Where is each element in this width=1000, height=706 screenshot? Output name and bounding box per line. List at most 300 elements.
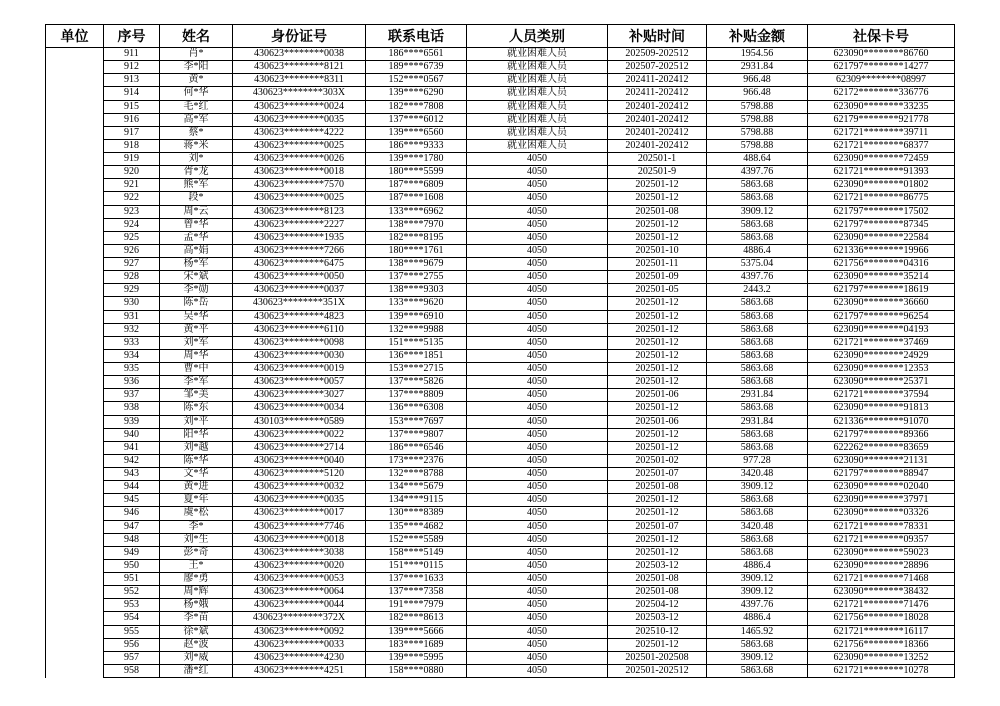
table-row: [104, 166, 955, 179]
name-cell: 周*华: [160, 350, 233, 363]
id-number-cell: 430623********4230: [233, 652, 366, 665]
card-number-cell: 623090********22584: [808, 232, 955, 245]
phone-cell: 137****9807: [366, 429, 467, 442]
period-cell: 202501-12: [608, 534, 707, 547]
period-cell: 202501-08: [608, 206, 707, 219]
name-cell: 陈*岳: [160, 297, 233, 310]
category-cell: 4050: [467, 376, 608, 389]
card-number-cell: 623090********33235: [808, 101, 955, 114]
period-cell: 202501-10: [608, 245, 707, 258]
card-number-cell: 621721********71476: [808, 599, 955, 612]
card-number-cell: 621721********37469: [808, 337, 955, 350]
phone-cell: 139****5995: [366, 652, 467, 665]
phone-cell: 139****6560: [366, 127, 467, 140]
id-number-cell: 430623********0033: [233, 639, 366, 652]
phone-cell: 186****6546: [366, 442, 467, 455]
name-cell: 杨*娥: [160, 599, 233, 612]
period-cell: 202401-202412: [608, 140, 707, 153]
amount-cell: 3420.48: [707, 468, 808, 481]
name-cell: 刘*威: [160, 652, 233, 665]
period-cell: 202501-12: [608, 639, 707, 652]
table-row: [104, 101, 955, 114]
id-number-cell: 430623********351X: [233, 297, 366, 310]
table-row: [104, 74, 955, 87]
id-number-cell: 430623********5120: [233, 468, 366, 481]
name-cell: 廖*勇: [160, 573, 233, 586]
phone-cell: 153****7697: [366, 416, 467, 429]
category-cell: 4050: [467, 337, 608, 350]
subsidy-table: [45, 24, 955, 678]
header-unit: 单位: [46, 25, 104, 48]
phone-cell: 173****2376: [366, 455, 467, 468]
name-cell: 邹*美: [160, 389, 233, 402]
amount-cell: 2443.2: [707, 284, 808, 297]
name-cell: 曾*华: [160, 219, 233, 232]
category-cell: 4050: [467, 547, 608, 560]
name-cell: 刘*生: [160, 534, 233, 547]
seq-cell: 914: [104, 87, 160, 100]
phone-cell: 137****7358: [366, 586, 467, 599]
amount-cell: 3909.12: [707, 481, 808, 494]
card-number-cell: 621336********91070: [808, 416, 955, 429]
period-cell: 202501-12: [608, 442, 707, 455]
name-cell: 杨*军: [160, 258, 233, 271]
id-number-cell: 430623********0022: [233, 429, 366, 442]
seq-cell: 949: [104, 547, 160, 560]
category-cell: 4050: [467, 639, 608, 652]
card-number-cell: 621797********14277: [808, 61, 955, 74]
category-cell: 4050: [467, 429, 608, 442]
seq-cell: 957: [104, 652, 160, 665]
name-cell: 孟*华: [160, 232, 233, 245]
period-cell: 202501-12: [608, 402, 707, 415]
phone-cell: 135****4682: [366, 521, 467, 534]
name-cell: 刘*越: [160, 442, 233, 455]
name-cell: 刘*: [160, 153, 233, 166]
phone-cell: 132****9988: [366, 324, 467, 337]
table-row: [104, 429, 955, 442]
card-number-cell: 623090********28896: [808, 560, 955, 573]
id-number-cell: 430623********0057: [233, 376, 366, 389]
header-phone: 联系电话: [366, 25, 467, 48]
phone-cell: 139****5666: [366, 626, 467, 639]
id-number-cell: 430623********0018: [233, 166, 366, 179]
id-number-cell: 430623********4251: [233, 665, 366, 678]
header-seq: 序号: [104, 25, 160, 48]
header-period: 补贴时间: [608, 25, 707, 48]
name-cell: 熊*军: [160, 179, 233, 192]
phone-cell: 139****6910: [366, 311, 467, 324]
seq-cell: 945: [104, 494, 160, 507]
amount-cell: 3909.12: [707, 586, 808, 599]
id-number-cell: 430623********0030: [233, 350, 366, 363]
amount-cell: 2931.84: [707, 61, 808, 74]
seq-cell: 956: [104, 639, 160, 652]
seq-cell: 918: [104, 140, 160, 153]
period-cell: 202503-12: [608, 560, 707, 573]
card-number-cell: 623090********25371: [808, 376, 955, 389]
id-number-cell: 430623********0037: [233, 284, 366, 297]
seq-cell: 934: [104, 350, 160, 363]
id-number-cell: 430623********0034: [233, 402, 366, 415]
amount-cell: 5863.68: [707, 179, 808, 192]
table-row: [104, 232, 955, 245]
period-cell: 202503-12: [608, 612, 707, 625]
id-number-cell: 430623********7746: [233, 521, 366, 534]
card-number-cell: 621797********87345: [808, 219, 955, 232]
category-cell: 就业困难人员: [467, 114, 608, 127]
category-cell: 4050: [467, 416, 608, 429]
id-number-cell: 430623********0025: [233, 140, 366, 153]
table-row: [104, 547, 955, 560]
id-number-cell: 430623********8121: [233, 61, 366, 74]
table-row: [104, 402, 955, 415]
card-number-cell: 623090********03326: [808, 507, 955, 520]
phone-cell: 182****8195: [366, 232, 467, 245]
name-cell: 周*辉: [160, 586, 233, 599]
header-amount: 补贴金额: [707, 25, 808, 48]
table-row: [104, 140, 955, 153]
name-cell: 肖*: [160, 48, 233, 61]
phone-cell: 152****5589: [366, 534, 467, 547]
name-cell: 蒋*米: [160, 140, 233, 153]
amount-cell: 5863.68: [707, 534, 808, 547]
amount-cell: 5863.68: [707, 376, 808, 389]
phone-cell: 137****1633: [366, 573, 467, 586]
table-row: [104, 48, 955, 61]
amount-cell: 977.28: [707, 455, 808, 468]
seq-cell: 922: [104, 192, 160, 205]
category-cell: 4050: [467, 560, 608, 573]
period-cell: 202504-12: [608, 599, 707, 612]
seq-cell: 927: [104, 258, 160, 271]
period-cell: 202501-12: [608, 324, 707, 337]
amount-cell: 4397.76: [707, 599, 808, 612]
amount-cell: 5863.68: [707, 297, 808, 310]
amount-cell: 2931.84: [707, 416, 808, 429]
category-cell: 4050: [467, 507, 608, 520]
table-row: [104, 586, 955, 599]
card-number-cell: 623090********21131: [808, 455, 955, 468]
amount-cell: 5863.68: [707, 324, 808, 337]
table-row: [104, 350, 955, 363]
card-number-cell: 621721********09357: [808, 534, 955, 547]
id-number-cell: 430623********7570: [233, 179, 366, 192]
name-cell: 胥*龙: [160, 166, 233, 179]
table-row: [104, 639, 955, 652]
seq-cell: 941: [104, 442, 160, 455]
table-row: [104, 573, 955, 586]
seq-cell: 932: [104, 324, 160, 337]
id-number-cell: 430623********0040: [233, 455, 366, 468]
table-row: [104, 455, 955, 468]
amount-cell: 4397.76: [707, 271, 808, 284]
amount-cell: 3909.12: [707, 573, 808, 586]
period-cell: 202501-12: [608, 219, 707, 232]
id-number-cell: 430623********4222: [233, 127, 366, 140]
period-cell: 202501-202508: [608, 652, 707, 665]
id-number-cell: 430623********303X: [233, 87, 366, 100]
card-number-cell: 623090********37971: [808, 494, 955, 507]
amount-cell: 5863.68: [707, 639, 808, 652]
seq-cell: 951: [104, 573, 160, 586]
category-cell: 4050: [467, 192, 608, 205]
card-number-cell: 621797********96254: [808, 311, 955, 324]
seq-cell: 937: [104, 389, 160, 402]
name-cell: 李*苗: [160, 612, 233, 625]
category-cell: 4050: [467, 166, 608, 179]
phone-cell: 134****9115: [366, 494, 467, 507]
category-cell: 4050: [467, 389, 608, 402]
phone-cell: 158****0880: [366, 665, 467, 678]
seq-cell: 943: [104, 468, 160, 481]
amount-cell: 5863.68: [707, 442, 808, 455]
amount-cell: 4886.4: [707, 612, 808, 625]
period-cell: 202501-12: [608, 179, 707, 192]
seq-cell: 942: [104, 455, 160, 468]
category-cell: 4050: [467, 455, 608, 468]
phone-cell: 138****9679: [366, 258, 467, 271]
id-number-cell: 430623********0025: [233, 192, 366, 205]
header-name: 姓名: [160, 25, 233, 48]
table-rows: [104, 48, 955, 678]
amount-cell: 1954.56: [707, 48, 808, 61]
id-number-cell: 430623********0035: [233, 114, 366, 127]
card-number-cell: 621797********89366: [808, 429, 955, 442]
id-number-cell: 430623********0064: [233, 586, 366, 599]
card-number-cell: 621756********18366: [808, 639, 955, 652]
period-cell: 202411-202412: [608, 87, 707, 100]
category-cell: 4050: [467, 350, 608, 363]
table-row: [104, 389, 955, 402]
seq-cell: 924: [104, 219, 160, 232]
card-number-cell: 621797********17502: [808, 206, 955, 219]
table-body: [46, 48, 955, 678]
amount-cell: 5863.68: [707, 547, 808, 560]
header-id-number: 身份证号: [233, 25, 366, 48]
name-cell: 李*阳: [160, 61, 233, 74]
header-category: 人员类别: [467, 25, 608, 48]
seq-cell: 940: [104, 429, 160, 442]
seq-cell: 944: [104, 481, 160, 494]
name-cell: 高*娟: [160, 245, 233, 258]
card-number-cell: 623090********04193: [808, 324, 955, 337]
header-card-number: 社保卡号: [808, 25, 955, 48]
table-row: [104, 481, 955, 494]
id-number-cell: 430623********6110: [233, 324, 366, 337]
name-cell: 陈*东: [160, 402, 233, 415]
table-row: [104, 507, 955, 520]
seq-cell: 938: [104, 402, 160, 415]
id-number-cell: 430623********8123: [233, 206, 366, 219]
category-cell: 4050: [467, 586, 608, 599]
phone-cell: 180****5599: [366, 166, 467, 179]
phone-cell: 151****0115: [366, 560, 467, 573]
name-cell: 刘*平: [160, 416, 233, 429]
id-number-cell: 430623********8311: [233, 74, 366, 87]
phone-cell: 153****2715: [366, 363, 467, 376]
category-cell: 就业困难人员: [467, 87, 608, 100]
id-number-cell: 430623********0038: [233, 48, 366, 61]
phone-cell: 134****5679: [366, 481, 467, 494]
period-cell: 202401-202412: [608, 101, 707, 114]
amount-cell: 5863.68: [707, 665, 808, 678]
name-cell: 何*华: [160, 87, 233, 100]
amount-cell: 5798.88: [707, 127, 808, 140]
phone-cell: 136****1851: [366, 350, 467, 363]
period-cell: 202501-11: [608, 258, 707, 271]
id-number-cell: 430623********372X: [233, 612, 366, 625]
category-cell: 4050: [467, 442, 608, 455]
period-cell: 202501-12: [608, 311, 707, 324]
amount-cell: 4886.4: [707, 560, 808, 573]
amount-cell: 2931.84: [707, 389, 808, 402]
card-number-cell: 621721********37594: [808, 389, 955, 402]
table-row: [104, 376, 955, 389]
period-cell: 202501-02: [608, 455, 707, 468]
phone-cell: 191****7979: [366, 599, 467, 612]
period-cell: 202501-06: [608, 416, 707, 429]
amount-cell: 5863.68: [707, 402, 808, 415]
table-row: [104, 626, 955, 639]
table-row: [104, 61, 955, 74]
name-cell: 阳*华: [160, 429, 233, 442]
category-cell: 4050: [467, 481, 608, 494]
table-row: [104, 612, 955, 625]
period-cell: 202501-12: [608, 429, 707, 442]
table-header-row: [46, 25, 955, 48]
name-cell: 周*云: [160, 206, 233, 219]
category-cell: 4050: [467, 534, 608, 547]
period-cell: 202509-202512: [608, 48, 707, 61]
period-cell: 202501-08: [608, 481, 707, 494]
seq-cell: 916: [104, 114, 160, 127]
amount-cell: 5863.68: [707, 429, 808, 442]
table-row: [104, 652, 955, 665]
period-cell: 202501-07: [608, 521, 707, 534]
seq-cell: 955: [104, 626, 160, 639]
seq-cell: 958: [104, 665, 160, 678]
card-number-cell: 623090********86760: [808, 48, 955, 61]
name-cell: 虞*松: [160, 507, 233, 520]
table-row: [104, 665, 955, 678]
amount-cell: 3420.48: [707, 521, 808, 534]
phone-cell: 133****6962: [366, 206, 467, 219]
card-number-cell: 623090********02040: [808, 481, 955, 494]
table-row: [104, 416, 955, 429]
category-cell: 4050: [467, 626, 608, 639]
name-cell: 宋*斌: [160, 271, 233, 284]
phone-cell: 138****7970: [366, 219, 467, 232]
card-number-cell: 62172********336776: [808, 87, 955, 100]
name-cell: 李*勋: [160, 284, 233, 297]
phone-cell: 130****8389: [366, 507, 467, 520]
amount-cell: 3909.12: [707, 652, 808, 665]
card-number-cell: 622262********83659: [808, 442, 955, 455]
period-cell: 202401-202412: [608, 114, 707, 127]
amount-cell: 5863.68: [707, 232, 808, 245]
category-cell: 4050: [467, 521, 608, 534]
seq-cell: 913: [104, 74, 160, 87]
id-number-cell: 430623********0032: [233, 481, 366, 494]
phone-cell: 137****8809: [366, 389, 467, 402]
table-row: [104, 192, 955, 205]
id-number-cell: 430623********0017: [233, 507, 366, 520]
name-cell: 文*华: [160, 468, 233, 481]
period-cell: 202501-1: [608, 153, 707, 166]
name-cell: 潘*红: [160, 665, 233, 678]
name-cell: 高*军: [160, 114, 233, 127]
name-cell: 李*军: [160, 376, 233, 389]
id-number-cell: 430623********0018: [233, 534, 366, 547]
table-row: [104, 245, 955, 258]
id-number-cell: 430103********0589: [233, 416, 366, 429]
name-cell: 曹*中: [160, 363, 233, 376]
id-number-cell: 430623********1935: [233, 232, 366, 245]
amount-cell: 5863.68: [707, 350, 808, 363]
period-cell: 202501-12: [608, 507, 707, 520]
period-cell: 202501-9: [608, 166, 707, 179]
table-row: [104, 324, 955, 337]
table-row: [104, 153, 955, 166]
seq-cell: 947: [104, 521, 160, 534]
seq-cell: 925: [104, 232, 160, 245]
amount-cell: 5863.68: [707, 363, 808, 376]
seq-cell: 933: [104, 337, 160, 350]
name-cell: 黄*: [160, 74, 233, 87]
table-row: [104, 442, 955, 455]
seq-cell: 921: [104, 179, 160, 192]
card-number-cell: 623090********12353: [808, 363, 955, 376]
phone-cell: 139****1780: [366, 153, 467, 166]
amount-cell: 966.48: [707, 87, 808, 100]
amount-cell: 5375.04: [707, 258, 808, 271]
table-row: [104, 599, 955, 612]
seq-cell: 946: [104, 507, 160, 520]
table-row: [104, 219, 955, 232]
period-cell: 202501-08: [608, 586, 707, 599]
period-cell: 202501-12: [608, 297, 707, 310]
category-cell: 就业困难人员: [467, 74, 608, 87]
id-number-cell: 430623********0044: [233, 599, 366, 612]
seq-cell: 917: [104, 127, 160, 140]
table-row: [104, 363, 955, 376]
card-number-cell: 623090********36660: [808, 297, 955, 310]
amount-cell: 5798.88: [707, 114, 808, 127]
name-cell: 黄*平: [160, 324, 233, 337]
period-cell: 202501-12: [608, 192, 707, 205]
table-row: [104, 271, 955, 284]
category-cell: 4050: [467, 284, 608, 297]
name-cell: 毛*红: [160, 101, 233, 114]
phone-cell: 152****0567: [366, 74, 467, 87]
card-number-cell: 623090********35214: [808, 271, 955, 284]
card-number-cell: 623090********13252: [808, 652, 955, 665]
table-row: [104, 206, 955, 219]
card-number-cell: 621756********04316: [808, 258, 955, 271]
seq-cell: 929: [104, 284, 160, 297]
category-cell: 就业困难人员: [467, 140, 608, 153]
seq-cell: 923: [104, 206, 160, 219]
card-number-cell: 621721********39711: [808, 127, 955, 140]
seq-cell: 954: [104, 612, 160, 625]
unit-merged-cell: [46, 48, 104, 678]
phone-cell: 136****6308: [366, 402, 467, 415]
card-number-cell: 623090********91813: [808, 402, 955, 415]
name-cell: 夏*年: [160, 494, 233, 507]
amount-cell: 4397.76: [707, 166, 808, 179]
category-cell: 4050: [467, 468, 608, 481]
